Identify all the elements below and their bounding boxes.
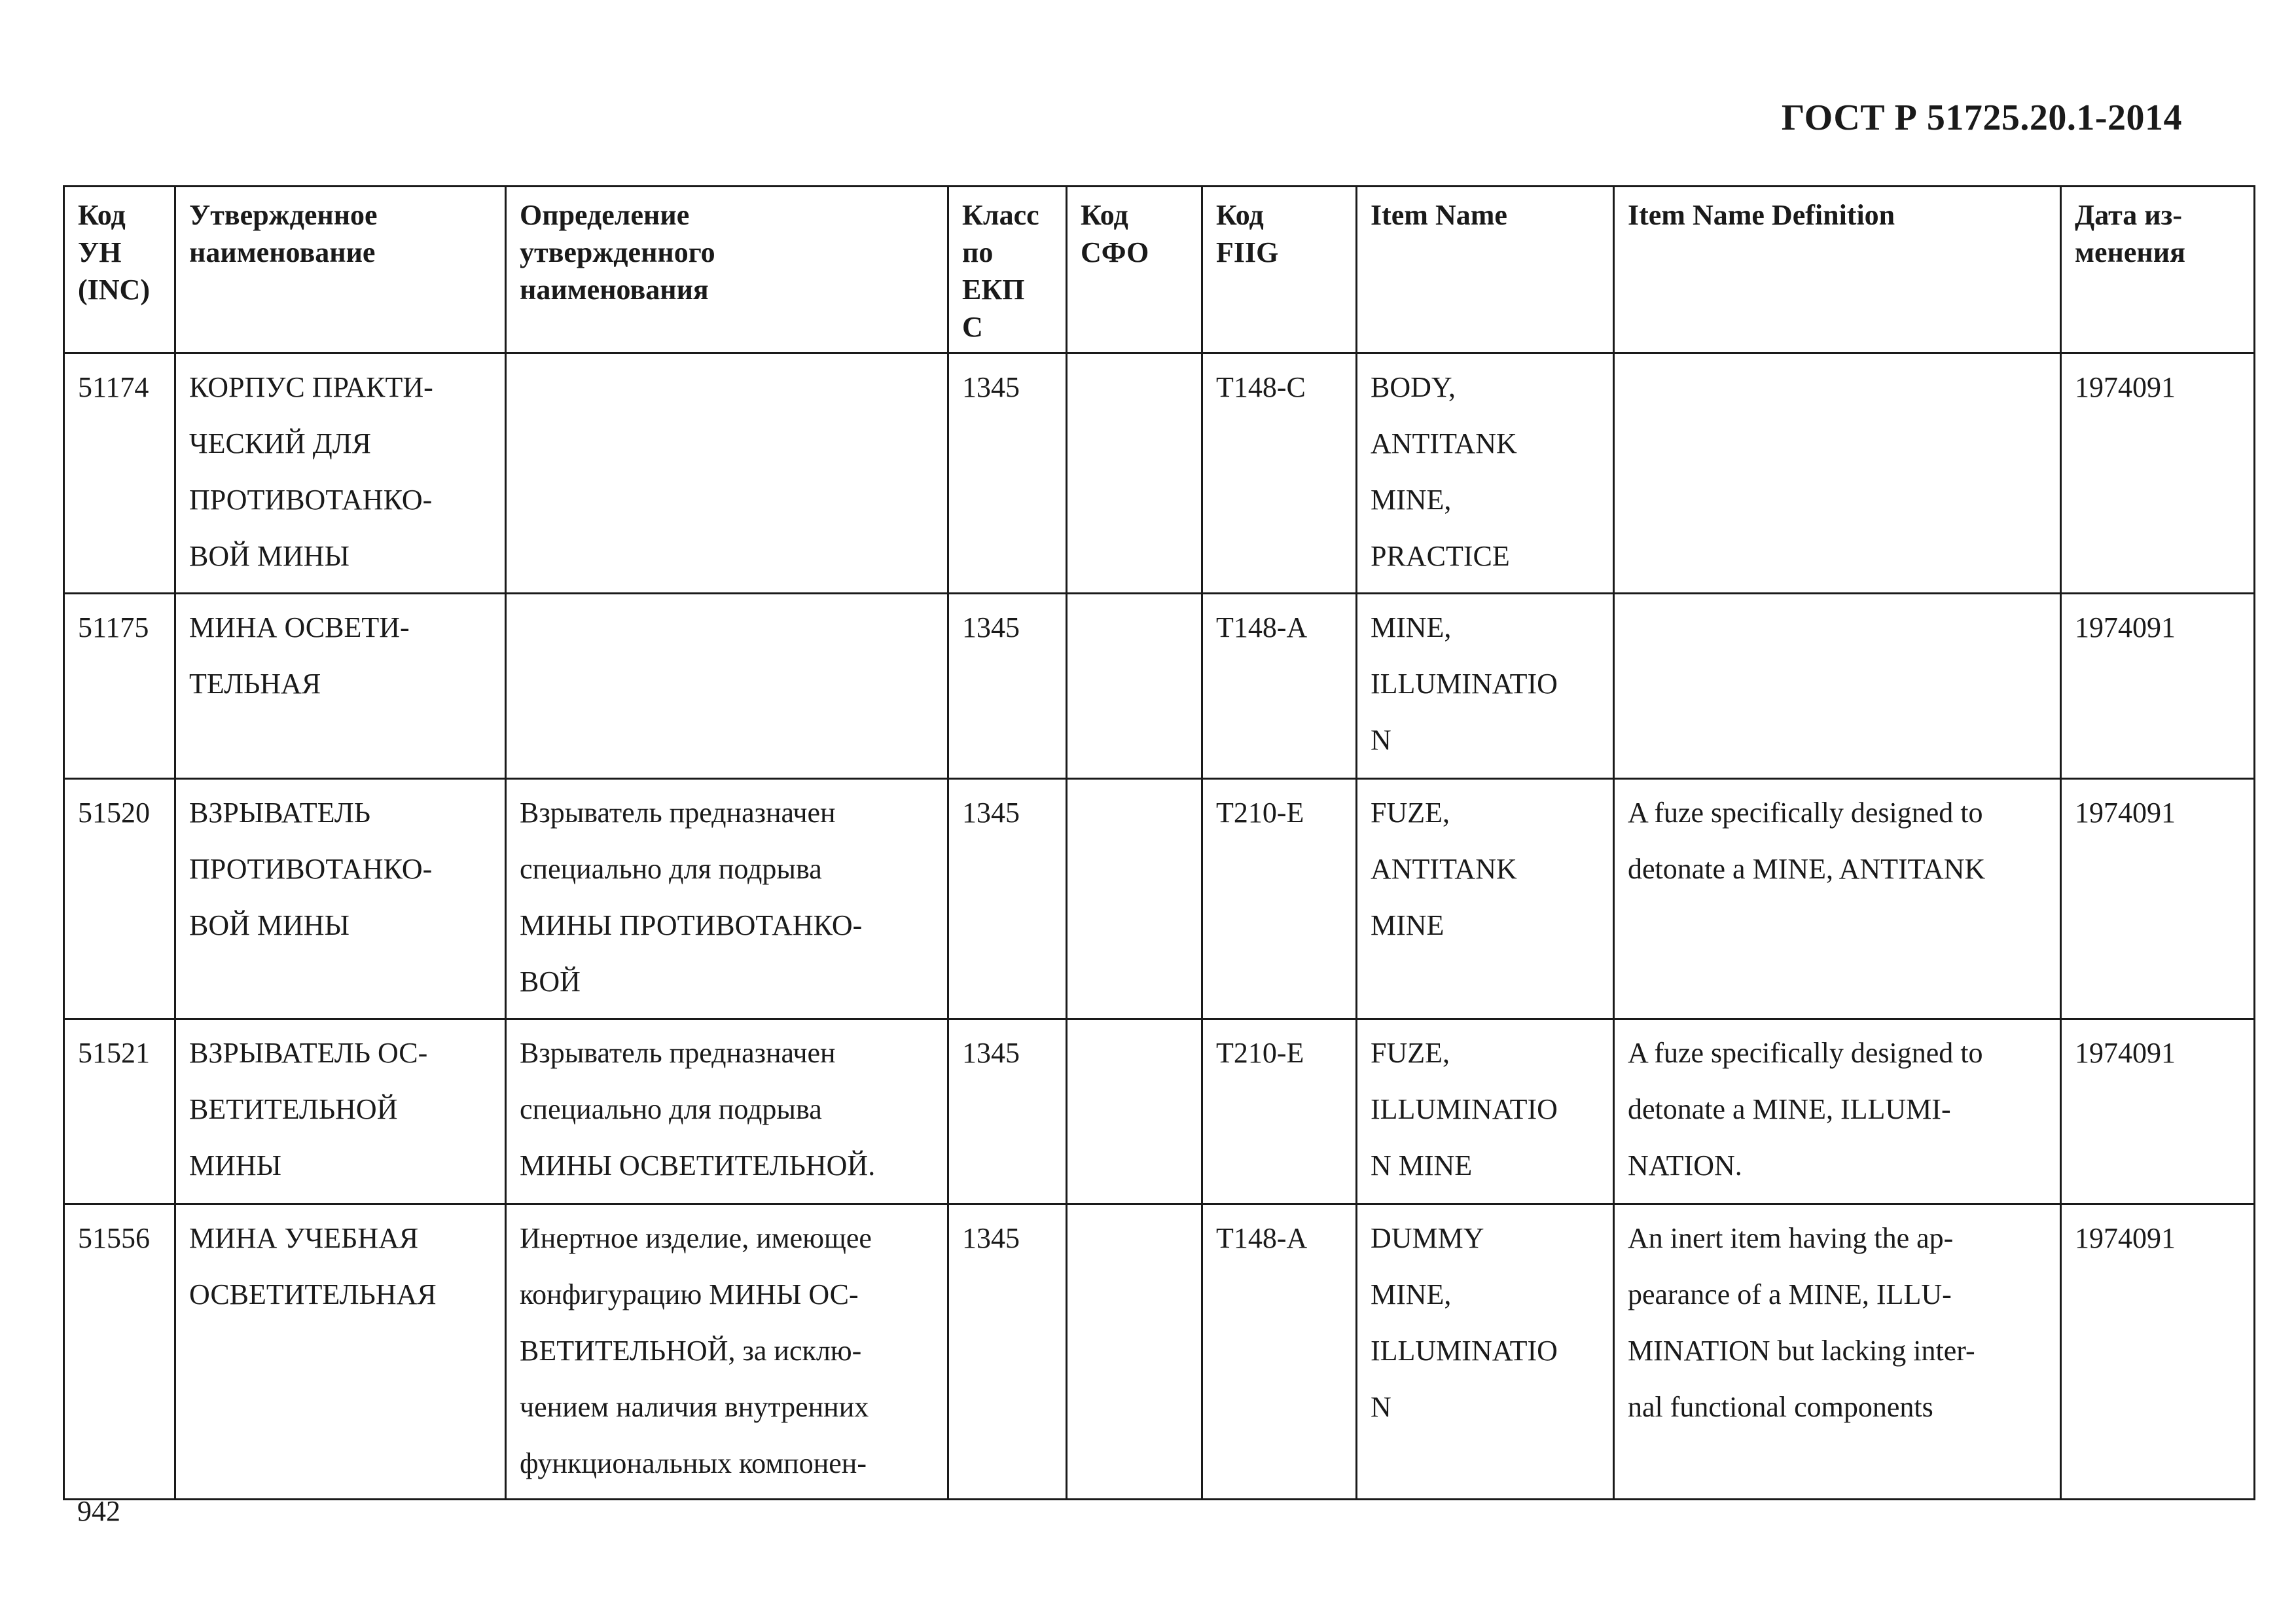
text-line: detonate a MINE, ILLUMI- [1628, 1093, 1951, 1125]
text-line: С [962, 311, 983, 343]
fiig-cell: T210-E [1202, 779, 1357, 1019]
inc-cell: 51556 [64, 1204, 175, 1500]
text-line: Item Name Definition [1628, 199, 1895, 231]
text-line: чением наличия внутренних [520, 1391, 869, 1423]
text-line: MINATION but lacking inter- [1628, 1335, 1975, 1367]
approved-name-cell [175, 594, 506, 779]
text-line: наименования [520, 274, 709, 306]
class-cell: 1345 [948, 353, 1067, 594]
definition-cell [506, 353, 948, 594]
text-line: Взрыватель предназначен [520, 1037, 836, 1069]
text-line: МИНЫ [189, 1149, 282, 1182]
text-line: A fuze specifically designed to [1628, 797, 1983, 829]
text-line: ANTITANK [1371, 853, 1517, 885]
item-definition-cell [1614, 1204, 2061, 1500]
table-row [64, 594, 2255, 779]
column-header [506, 187, 948, 353]
text-line: МИНЫ ПРОТИВОТАНКО- [520, 909, 863, 941]
class-cell: 1345 [948, 594, 1067, 779]
date-cell: 1974091 [2061, 1019, 2255, 1204]
definition-cell [506, 1204, 948, 1500]
text-line: N [1371, 1391, 1391, 1423]
class-cell: 1345 [948, 1019, 1067, 1204]
text-line: A fuze specifically designed to [1628, 1037, 1983, 1069]
item-name-cell [1357, 1019, 1614, 1204]
page-number: 942 [77, 1495, 120, 1527]
text-line: N [1371, 724, 1391, 756]
date-cell: 1974091 [2061, 594, 2255, 779]
text-line: ILLUMINATIO [1371, 1335, 1558, 1367]
table-header-row [64, 187, 2255, 353]
text-line: ВОЙ МИНЫ [189, 540, 350, 572]
text-line: Дата из- [2075, 199, 2182, 231]
table-row [64, 353, 2255, 594]
text-line: ANTITANK [1371, 427, 1517, 460]
text-line: ЧЕСКИЙ ДЛЯ [189, 427, 371, 460]
text-line: МИНА ОСВЕТИ- [189, 611, 410, 643]
sfo-cell [1067, 1019, 1202, 1204]
column-header [948, 187, 1067, 353]
text-line: конфигурацию МИНЫ ОС- [520, 1278, 859, 1310]
text-line: ILLUMINATIO [1371, 1093, 1558, 1125]
text-line: КОРПУС ПРАКТИ- [189, 371, 433, 403]
text-line: ВЕТИТЕЛЬНОЙ [189, 1093, 398, 1125]
text-line: MINE, [1371, 1278, 1452, 1310]
text-line: ВОЙ МИНЫ [189, 909, 350, 941]
text-line: MINE, [1371, 611, 1452, 643]
column-header [1067, 187, 1202, 353]
text-line: PRACTICE [1371, 540, 1510, 572]
column-header [64, 187, 175, 353]
date-cell: 1974091 [2061, 779, 2255, 1019]
sfo-cell [1067, 353, 1202, 594]
fiig-cell: T148-A [1202, 1204, 1357, 1500]
text-line: Определение [520, 199, 690, 231]
approved-name-cell [175, 779, 506, 1019]
text-line: Item Name [1371, 199, 1507, 231]
table-row [64, 1019, 2255, 1204]
table-row [64, 1204, 2255, 1500]
text-line: ILLUMINATIO [1371, 668, 1558, 700]
inc-cell: 51521 [64, 1019, 175, 1204]
text-line: ВОЙ [520, 965, 581, 998]
definition-cell [506, 779, 948, 1019]
text-line: Код [1081, 199, 1128, 231]
item-name-table [63, 185, 2255, 1500]
item-definition-cell [1614, 779, 2061, 1019]
inc-cell: 51520 [64, 779, 175, 1019]
text-line: менения [2075, 236, 2185, 268]
column-header [2061, 187, 2255, 353]
text-line: Код [1216, 199, 1264, 231]
text-line: FIIG [1216, 236, 1279, 268]
text-line: ПРОТИВОТАНКО- [189, 853, 433, 885]
definition-cell [506, 1019, 948, 1204]
item-definition-cell [1614, 353, 2061, 594]
item-name-cell [1357, 1204, 1614, 1500]
text-line: ВЗРЫВАТЕЛЬ [189, 797, 370, 829]
fiig-cell: T210-E [1202, 1019, 1357, 1204]
fiig-cell: T148-C [1202, 353, 1357, 594]
text-line: СФО [1081, 236, 1149, 268]
text-line: FUZE, [1371, 1037, 1450, 1069]
text-line: ВЕТИТЕЛЬНОЙ, за исклю- [520, 1335, 862, 1367]
column-header [1357, 187, 1614, 353]
text-line: MINE, [1371, 484, 1452, 516]
text-line: MINE [1371, 909, 1444, 941]
text-line: утвержденного [520, 236, 715, 268]
text-line: ОСВЕТИТЕЛЬНАЯ [189, 1278, 437, 1310]
text-line: Утвержденное [189, 199, 378, 231]
column-header [1202, 187, 1357, 353]
item-name-cell [1357, 353, 1614, 594]
sfo-cell [1067, 1204, 1202, 1500]
text-line: nal functional components [1628, 1391, 1933, 1423]
text-line: ПРОТИВОТАНКО- [189, 484, 433, 516]
date-cell: 1974091 [2061, 1204, 2255, 1500]
inc-cell: 51175 [64, 594, 175, 779]
definition-cell [506, 594, 948, 779]
text-line: МИНА УЧЕБНАЯ [189, 1222, 419, 1254]
text-line: BODY, [1371, 371, 1456, 403]
sfo-cell [1067, 779, 1202, 1019]
text-line: Код [78, 199, 126, 231]
text-line: DUMMY [1371, 1222, 1484, 1254]
text-line: УН [78, 236, 122, 268]
text-line: N MINE [1371, 1149, 1473, 1182]
approved-name-cell [175, 1019, 506, 1204]
class-cell: 1345 [948, 1204, 1067, 1500]
text-line: (INC) [78, 274, 150, 306]
text-line: pearance of a MINE, ILLU- [1628, 1278, 1952, 1310]
table-row [64, 779, 2255, 1019]
approved-name-cell [175, 1204, 506, 1500]
text-line: наименование [189, 236, 376, 268]
column-header [1614, 187, 2061, 353]
approved-name-cell [175, 353, 506, 594]
text-line: Взрыватель предназначен [520, 797, 836, 829]
item-name-cell [1357, 779, 1614, 1019]
text-line: NATION. [1628, 1149, 1742, 1182]
text-line: специально для подрыва [520, 1093, 822, 1125]
text-line: An inert item having the ap- [1628, 1222, 1954, 1254]
inc-cell: 51174 [64, 353, 175, 594]
text-line: специально для подрыва [520, 853, 822, 885]
column-header [175, 187, 506, 353]
item-name-cell [1357, 594, 1614, 779]
item-definition-cell [1614, 594, 2061, 779]
text-line: ТЕЛЬНАЯ [189, 668, 321, 700]
text-line: МИНЫ ОСВЕТИТЕЛЬНОЙ. [520, 1149, 876, 1182]
fiig-cell: T148-A [1202, 594, 1357, 779]
item-definition-cell [1614, 1019, 2061, 1204]
document-code: ГОСТ Р 51725.20.1-2014 [1781, 98, 2182, 138]
text-line: функциональных компонен- [520, 1447, 867, 1479]
text-line: FUZE, [1371, 797, 1450, 829]
text-line: по [962, 236, 994, 268]
class-cell: 1345 [948, 779, 1067, 1019]
text-line: ЕКП [962, 274, 1025, 306]
text-line: Класс [962, 199, 1039, 231]
text-line: ВЗРЫВАТЕЛЬ ОС- [189, 1037, 428, 1069]
date-cell: 1974091 [2061, 353, 2255, 594]
text-line: Инертное изделие, имеющее [520, 1222, 872, 1254]
sfo-cell [1067, 594, 1202, 779]
text-line: detonate a MINE, ANTITANK [1628, 853, 1986, 885]
